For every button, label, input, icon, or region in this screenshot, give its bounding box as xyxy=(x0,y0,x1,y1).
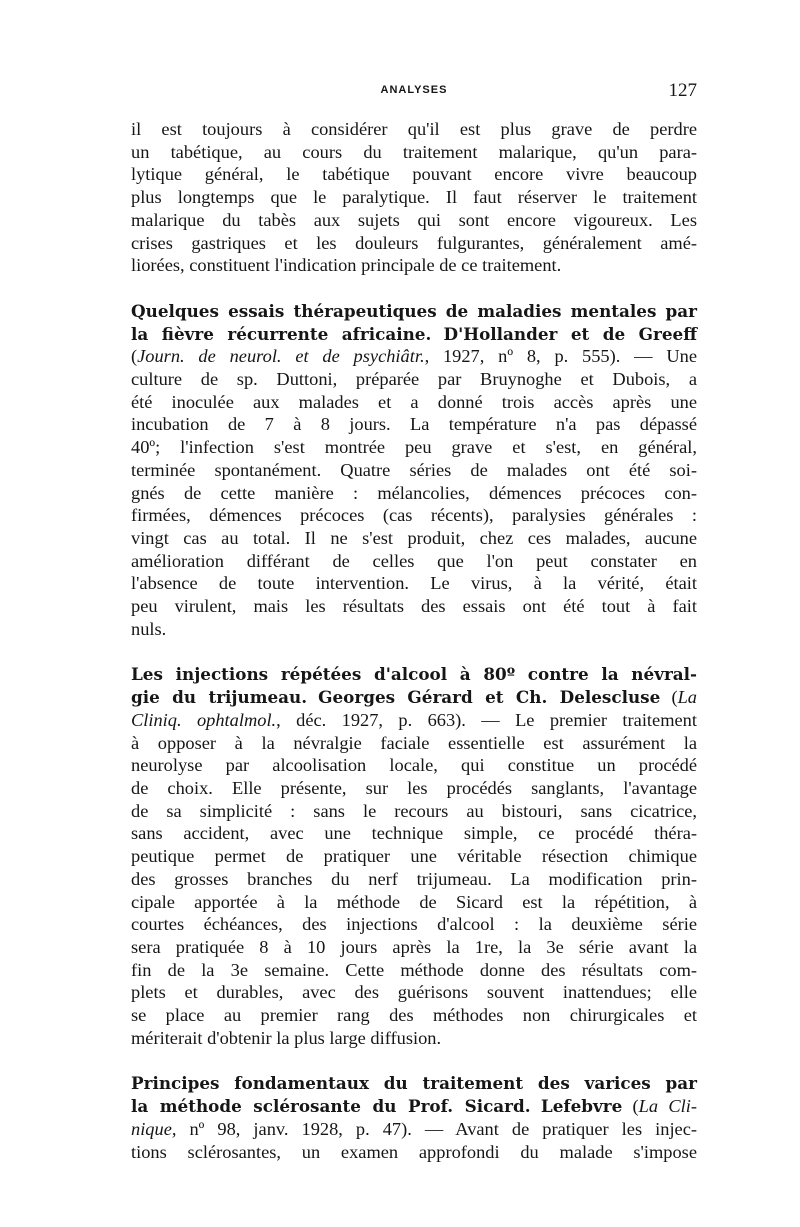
running-title: ANALYSES xyxy=(380,84,448,96)
article-entry-2 xyxy=(131,663,697,1049)
article-title-line xyxy=(131,323,697,346)
text-line: gnés de cette manière : mélancolies, démences précoces con- xyxy=(131,482,697,503)
article-entry-3 xyxy=(131,1072,697,1163)
text-line: plets et durables, avec des guérisons souvent inattendues; elle xyxy=(131,982,697,1003)
text-line: amélioration différant de celles que l'on peut constater en xyxy=(131,550,697,571)
text-line: vingt cas au total. Il ne s'est produit, chez ces malades, aucune xyxy=(131,527,697,548)
text-line: courtes échéances, des injections d'alcool : la deuxième série xyxy=(131,914,697,935)
text-fragment: — Avant de pratiquer les injec- xyxy=(411,1118,697,1139)
article-entry-1 xyxy=(131,300,697,641)
article-title-line: la méthode sclérosante du Prof. Sicard. Lefebvre (La Cli- xyxy=(131,1096,697,1117)
article-title: gie du trijumeau. xyxy=(131,687,308,708)
article-title-line xyxy=(131,300,697,323)
text-line: il est toujours à considérer qu'il est plus grave de perdre xyxy=(131,119,697,139)
text-line: nuls. xyxy=(131,618,167,639)
article-title-line: gie du trijumeau. Georges Gérard et Ch. Delescluse (La xyxy=(131,687,697,708)
text-line: neurolyse par alcoolisation locale, qui constitue un procédé xyxy=(131,755,697,776)
running-header xyxy=(131,80,697,102)
text-line: de choix. Elle présente, sur les procédés sanglants, l'avantage xyxy=(131,777,697,798)
text-line: se place au premier rang des méthodes non chirurgicales et xyxy=(131,1005,697,1026)
journal-name: La Cli- xyxy=(638,1096,697,1117)
text-line: de sa simplicité : sans le recours au bistouri, sans cicatrice, xyxy=(131,800,697,821)
continuation-paragraph xyxy=(131,118,697,277)
text-line: cipale apportée à la méthode de Sicard est la répétition, à xyxy=(131,891,697,912)
reference-details: , déc. 1927, p. 663). xyxy=(276,709,466,730)
text-line: peutique permet de pratiquer une véritable résection chimique xyxy=(131,846,697,867)
article-title-line xyxy=(131,1072,697,1095)
text-line: des grosses branches du nerf trijumeau. La modification prin- xyxy=(131,868,697,889)
text-line: à opposer à la névralgie faciale essentielle est assurément la xyxy=(131,732,697,753)
text-fragment: — Une xyxy=(620,346,697,367)
text-line: firmées, démences précoces (cas récents), paralysies générales : xyxy=(131,505,697,526)
page-number: 127 xyxy=(668,80,697,101)
text-fragment: — Le premier traitement xyxy=(465,709,697,730)
document-page xyxy=(131,80,697,1210)
journal-name: La xyxy=(677,687,697,708)
reference-details: , nº 98, janv. 1928, p. 47). xyxy=(171,1118,412,1139)
article-title: la fièvre récurrente africaine. xyxy=(131,323,432,344)
article-reference-line: (Journ. de neurol. et de psychiâtr., 1927, nº 8, p. 555). — Une xyxy=(131,346,697,367)
text-line: incubation de 7 à 8 jours. La température n'a pas dépassé xyxy=(131,414,697,435)
article-authors: Georges Gérard et Ch. Delescluse xyxy=(318,687,661,708)
journal-name: Cliniq. ophtalmol. xyxy=(131,709,277,730)
article-title: Quelques essais thérapeutiques de maladies mentales par xyxy=(131,300,697,321)
reference-details: , 1927, nº 8, p. 555). xyxy=(424,346,621,367)
article-title: Les injections répétées d'alcool à 80º contre la névral- xyxy=(131,664,697,685)
article-title-line xyxy=(131,663,697,686)
article-reference-line xyxy=(131,1118,697,1141)
text-line: sera pratiquée 8 à 10 jours après la 1re, la 3e série avant la xyxy=(131,936,697,957)
journal-name: nique xyxy=(131,1118,172,1139)
text-line: tions sclérosantes, un examen approfondi du malade s'impose xyxy=(131,1141,697,1162)
article-authors: Lefebvre xyxy=(540,1096,623,1117)
text-line: lytique général, le tabétique pouvant encore vivre beaucoup xyxy=(131,164,697,185)
text-line: été inoculée aux malades et a donné trois accès après une xyxy=(131,391,697,412)
journal-name: Journ. de neurol. et de psychiâtr. xyxy=(137,346,425,367)
text-line: crises gastriques et les douleurs fulgurantes, généralement amé- xyxy=(131,232,697,253)
article-title: Principes fondamentaux du traitement des varices par xyxy=(131,1073,697,1094)
article-title: la méthode sclérosante du Prof. Sicard. xyxy=(131,1096,531,1117)
text-line: un tabétique, au cours du traitement malarique, qu'un para- xyxy=(131,141,697,162)
text-line: plus longtemps que le paralytique. Il faut réserver le traitement xyxy=(131,187,697,208)
article-reference-line xyxy=(131,709,697,732)
text-line: culture de sp. Duttoni, préparée par Bruynoghe et Dubois, a xyxy=(131,369,697,390)
text-line: fin de la 3e semaine. Cette méthode donne des résultats com- xyxy=(131,959,697,980)
text-line: peu virulent, mais les résultats des essais ont été tout à fait xyxy=(131,596,697,617)
text-line: sans accident, avec une technique simple, ce procédé théra- xyxy=(131,823,697,844)
text-line: mériterait d'obtenir la plus large diffusion. xyxy=(131,1027,442,1048)
article-authors: D'Hollander et de Greeff xyxy=(443,323,697,344)
text-line: 40º; l'infection s'est montrée peu grave et s'est, en général, xyxy=(131,437,697,458)
text-line: terminée spontanément. Quatre séries de malades ont été soi- xyxy=(131,459,697,480)
text-line: malarique du tabès aux sujets qui sont encore vigoureux. Les xyxy=(131,209,697,230)
text-line: l'absence de toute intervention. Le virus, à la vérité, était xyxy=(131,573,697,594)
text-line: liorées, constituent l'indication principale de ce traitement. xyxy=(131,255,562,276)
